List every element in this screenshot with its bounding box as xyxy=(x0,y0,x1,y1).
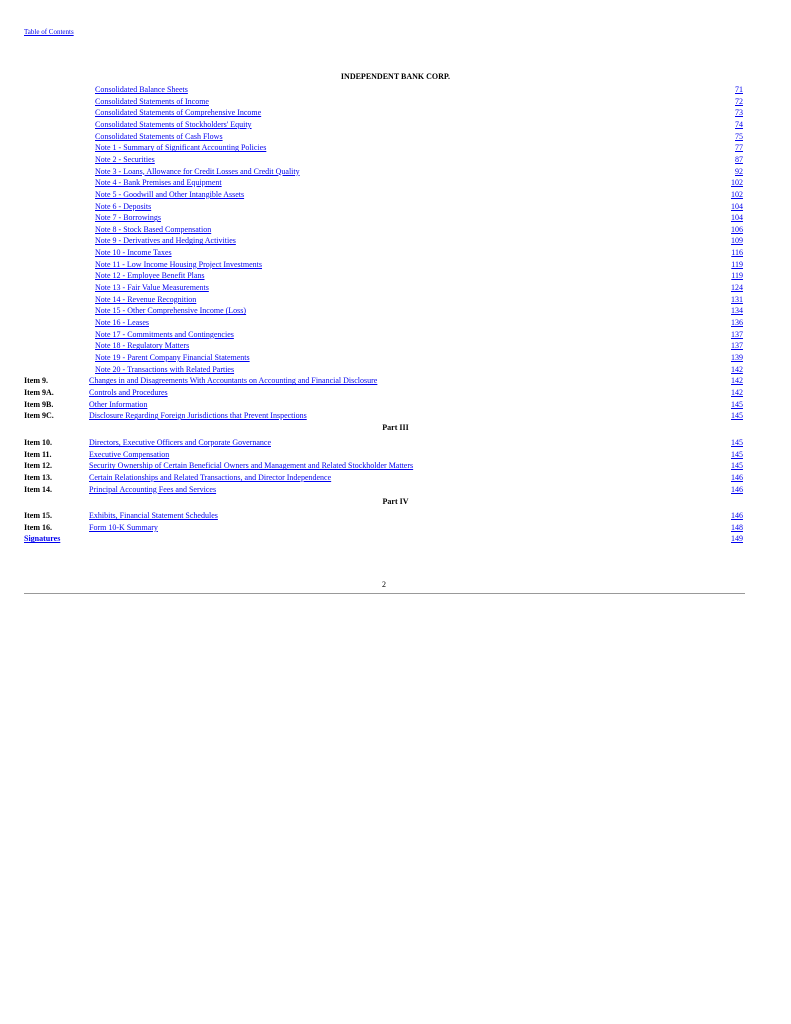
toc-page-link[interactable]: 142 xyxy=(731,376,743,386)
toc-entry-link[interactable]: Note 16 - Leases xyxy=(95,318,149,327)
toc-page-link[interactable]: 134 xyxy=(731,306,743,316)
toc-entry-link[interactable]: Changes in and Disagreements With Accountants on Accounting and Financial Disclosure xyxy=(89,376,378,386)
toc-page-link[interactable]: 148 xyxy=(731,522,743,532)
toc-entry-link[interactable]: Certain Relationships and Related Transactions, and Director Independence xyxy=(89,472,332,482)
toc-note-row xyxy=(0,84,791,96)
part-iii-heading: Part III xyxy=(382,422,409,432)
toc-page-link[interactable]: 124 xyxy=(731,283,743,293)
toc-item-row xyxy=(0,460,791,472)
toc-note-row xyxy=(0,317,791,329)
toc-page-link[interactable]: 131 xyxy=(731,294,743,304)
item-number: Item 10. xyxy=(24,438,52,447)
toc-page-link[interactable]: 75 xyxy=(735,131,743,141)
page-number: 2 xyxy=(382,580,386,589)
toc-entry-link[interactable]: Consolidated Statements of Stockholders' Equity xyxy=(95,119,252,129)
toc-item-row xyxy=(0,522,791,534)
toc-entry-link[interactable]: Note 1 - Summary of Significant Accounting Policies xyxy=(95,143,267,153)
toc-note-row xyxy=(0,131,791,143)
part-iv-heading: Part IV xyxy=(382,497,409,507)
toc-note-row xyxy=(0,177,791,189)
toc-page-link[interactable]: 73 xyxy=(735,108,743,118)
toc-page-link[interactable]: 146 xyxy=(731,472,743,482)
toc-note-row xyxy=(0,352,791,364)
toc-page-link[interactable]: 92 xyxy=(735,166,743,176)
toc-page-link[interactable]: 145 xyxy=(731,411,743,421)
toc-entry-link[interactable]: Note 20 - Transactions with Related Parties xyxy=(95,364,235,374)
toc-entry-link[interactable]: Consolidated Balance Sheets xyxy=(95,85,188,94)
toc-note-row xyxy=(0,329,791,341)
toc-note-row xyxy=(0,282,791,294)
toc-entry-link[interactable]: Note 7 - Borrowings xyxy=(95,213,161,223)
toc-page-link[interactable]: 145 xyxy=(731,438,743,447)
toc-entry-link[interactable]: Note 3 - Loans, Allowance for Credit Losses and Credit Quality xyxy=(95,166,300,176)
toc-entry-link[interactable]: Note 5 - Goodwill and Other Intangible Assets xyxy=(95,189,245,199)
toc-page-link[interactable]: 104 xyxy=(731,201,743,211)
toc-page-link[interactable]: 149 xyxy=(731,534,743,544)
toc-note-row xyxy=(0,294,791,306)
toc-entry-link[interactable]: Note 17 - Commitments and Contingencies xyxy=(95,329,234,339)
item-number: Item 14. xyxy=(24,484,52,494)
toc-entry-link[interactable]: Disclosure Regarding Foreign Jurisdictions that Prevent Inspections xyxy=(89,411,307,421)
toc-page-link[interactable]: 102 xyxy=(731,178,743,188)
toc-note-row xyxy=(0,142,791,154)
toc-page-link[interactable]: 137 xyxy=(731,341,743,351)
toc-entry-link[interactable]: Controls and Procedures xyxy=(89,387,168,397)
toc-item-row xyxy=(0,484,791,496)
item-number: Item 9. xyxy=(24,376,48,386)
toc-note-row xyxy=(0,154,791,166)
toc-page-link[interactable]: 119 xyxy=(731,271,743,281)
company-name: INDEPENDENT BANK CORP. xyxy=(340,72,451,81)
toc-note-row xyxy=(0,96,791,108)
toc-page-link[interactable]: 87 xyxy=(735,154,743,164)
toc-entry-link[interactable]: Note 15 - Other Comprehensive Income (Loss) xyxy=(95,306,247,316)
toc-page-link[interactable]: 145 xyxy=(731,449,743,459)
toc-page-link[interactable]: 146 xyxy=(731,511,743,520)
toc-entry-link[interactable]: Directors, Executive Officers and Corporate Governance xyxy=(89,438,271,447)
toc-signatures-row xyxy=(0,533,791,545)
toc-entry-link[interactable]: Exhibits, Financial Statement Schedules xyxy=(89,511,218,520)
toc-entry-link[interactable]: Note 11 - Low Income Housing Project Investments xyxy=(95,259,263,269)
toc-note-row xyxy=(0,224,791,236)
toc-entry-link[interactable]: Note 9 - Derivatives and Hedging Activities xyxy=(95,236,236,246)
toc-page-link[interactable]: 109 xyxy=(731,236,743,246)
toc-entry-link[interactable]: Note 13 - Fair Value Measurements xyxy=(95,283,209,293)
toc-note-row xyxy=(0,189,791,201)
item-number: Item 9A. xyxy=(24,387,54,397)
toc-entry-link[interactable]: Consolidated Statements of Comprehensive Income xyxy=(95,108,262,118)
toc-page-link[interactable]: 74 xyxy=(735,119,743,129)
toc-entry-link[interactable]: Note 2 - Securities xyxy=(95,154,155,164)
item-number: Item 9B. xyxy=(24,399,54,409)
toc-entry-link[interactable]: Note 6 - Deposits xyxy=(95,201,152,211)
toc-page-link[interactable]: 106 xyxy=(731,224,743,234)
toc-entry-link[interactable]: Consolidated Statements of Income xyxy=(95,96,209,106)
toc-entry-link[interactable]: Security Ownership of Certain Beneficial Owners and Management and Related Stockholder Matters xyxy=(89,461,414,471)
signatures-link[interactable]: Signatures xyxy=(24,534,61,544)
toc-page-link[interactable]: 116 xyxy=(731,248,743,258)
item-number: Item 12. xyxy=(24,461,52,471)
toc-entry-link[interactable]: Consolidated Statements of Cash Flows xyxy=(95,131,223,141)
toc-entry-link[interactable]: Principal Accounting Fees and Services xyxy=(89,484,217,494)
toc-entry-link[interactable]: Note 4 - Bank Premises and Equipment xyxy=(95,178,222,188)
toc-page-link[interactable]: 102 xyxy=(731,189,743,199)
toc-page-link[interactable]: 72 xyxy=(735,96,743,106)
toc-entry-link[interactable]: Note 8 - Stock Based Compensation xyxy=(95,224,212,234)
toc-page-link[interactable]: 77 xyxy=(735,143,743,153)
toc-entry-link[interactable]: Note 19 - Parent Company Financial Statements xyxy=(95,352,250,362)
toc-entry-link[interactable]: Note 18 - Regulatory Matters xyxy=(95,341,190,351)
toc-page-link[interactable]: 104 xyxy=(731,213,743,223)
toc-entry-link[interactable]: Form 10-K Summary xyxy=(89,522,158,532)
toc-note-row xyxy=(0,201,791,213)
toc-entry-link[interactable]: Note 10 - Income Taxes xyxy=(95,248,172,258)
toc-note-row xyxy=(0,247,791,259)
toc-note-row xyxy=(0,259,791,271)
toc-page-link[interactable]: 137 xyxy=(731,329,743,339)
toc-page-link[interactable]: 71 xyxy=(735,85,743,94)
toc-page-link[interactable]: 145 xyxy=(731,461,743,471)
toc-note-row xyxy=(0,364,791,376)
toc-note-row xyxy=(0,305,791,317)
item-number: Item 9C. xyxy=(24,411,54,421)
toc-entry-link[interactable]: Note 14 - Revenue Recognition xyxy=(95,294,197,304)
toc-note-row xyxy=(0,166,791,178)
toc-entry-link[interactable]: Note 12 - Employee Benefit Plans xyxy=(95,271,205,281)
toc-item-row xyxy=(0,399,791,411)
page-divider xyxy=(24,593,745,594)
item-number: Item 11. xyxy=(24,449,52,459)
toc-note-row xyxy=(0,270,791,282)
toc-note-row xyxy=(0,235,791,247)
toc-page-link[interactable]: 139 xyxy=(731,352,743,362)
toc-note-row xyxy=(0,119,791,131)
toc-page-link[interactable]: 142 xyxy=(731,387,743,397)
toc-page-link[interactable]: 142 xyxy=(731,364,743,374)
toc-note-row xyxy=(0,340,791,352)
toc-item-row xyxy=(0,472,791,484)
item-number: Item 13. xyxy=(24,472,52,482)
toc-item-row xyxy=(0,449,791,461)
toc-page-link[interactable]: 119 xyxy=(731,259,743,269)
toc-note-row xyxy=(0,107,791,119)
toc-note-row xyxy=(0,212,791,224)
toc-page-link[interactable]: 146 xyxy=(731,484,743,494)
toc-entry-link[interactable]: Executive Compensation xyxy=(89,449,170,459)
toc-item-row xyxy=(0,410,791,422)
toc-item-row xyxy=(0,375,791,387)
item-number: Item 15. xyxy=(24,511,52,520)
toc-page-link[interactable]: 145 xyxy=(731,399,743,409)
toc-entry-link[interactable]: Other Information xyxy=(89,399,148,409)
toc-item-row xyxy=(0,510,791,522)
item-number: Item 16. xyxy=(24,522,52,532)
toc-item-row xyxy=(0,387,791,399)
table-of-contents-link[interactable]: Table of Contents xyxy=(24,28,74,36)
toc-item-row xyxy=(0,437,791,449)
toc-page-link[interactable]: 136 xyxy=(731,318,743,327)
